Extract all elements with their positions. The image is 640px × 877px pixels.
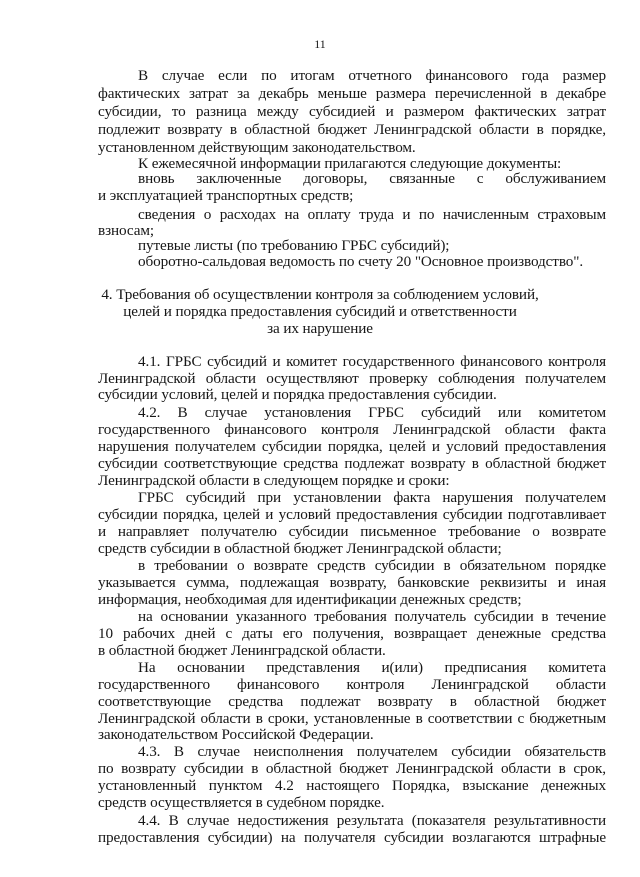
text-line: На основании представления и(или) предписания комитета: [138, 659, 606, 676]
text-line: соответствующие средства подлежат возврату в областной бюджет: [98, 693, 606, 710]
text-line: В случае если по итогам отчетного финансового года размер: [138, 67, 606, 84]
text-line: субсидии, то разница между субсидией и размером фактических затрат: [98, 103, 606, 120]
text-line: средств субсидии в областной бюджет Ленинградской области;: [98, 540, 502, 557]
text-line: фактических затрат за декабрь меньше размера перечисленной в декабре: [98, 85, 606, 102]
text-line: на основании указанного требования получатель субсидии в течение: [138, 608, 606, 625]
section-heading: целей и порядка предоставления субсидий и ответственности: [123, 303, 517, 320]
text-line: сведения о расходах на оплату труда и по начисленным страховым: [138, 206, 606, 223]
text-line: нарушения получателем субсидии порядка, целей и условий предоставления: [98, 438, 606, 455]
text-line: путевые листы (по требованию ГРБС субсидий);: [138, 237, 450, 254]
text-line: субсидии порядка, целей и условий предоставления субсидии подготавливает: [98, 506, 606, 523]
text-line: в требовании о возврате средств субсидии в обязательном порядке: [138, 557, 606, 574]
text-line: Ленинградской области в сроки, установленные в соответствии с бюджетным: [98, 710, 606, 727]
text-line: субсидии соответствующие средства подлежат возврату в областной бюджет: [98, 455, 606, 472]
text-line: государственного финансового контроля Ленинградской области: [98, 676, 606, 693]
text-line: средств осуществляется в судебном порядке.: [98, 794, 385, 811]
text-line: государственного финансового контроля Ленинградской области факта: [98, 421, 606, 438]
text-line: 4.1. ГРБС субсидий и комитет государственного финансового контроля: [138, 353, 606, 370]
text-line: по возврату субсидии в областной бюджет Ленинградской области в срок,: [98, 760, 606, 777]
page-number: 11: [314, 37, 326, 51]
text-line: предоставления субсидии) на получателя субсидии возлагаются штрафные: [98, 829, 606, 846]
text-line: субсидии условий, целей и порядка предоставления субсидии.: [98, 386, 497, 403]
text-line: 4.4. В случае недостижения результата (показателя результативности: [138, 812, 606, 829]
section-heading: 4. Требования об осуществлении контроля за соблюдением условий,: [101, 286, 539, 303]
text-line: 4.2. В случае установления ГРБС субсидий или комитетом: [138, 404, 606, 421]
text-line: вновь заключенные договоры, связанные с обслуживанием: [138, 170, 606, 187]
text-line: и направляет получателю субсидии письменное требование о возврате: [98, 523, 606, 540]
text-line: Ленинградской области осуществляют проверку соблюдения получателем: [98, 370, 606, 387]
text-line: законодательством Российской Федерации.: [98, 726, 374, 743]
text-line: информация, необходимая для идентификации денежных средств;: [98, 591, 522, 608]
text-line: указывается сумма, подлежащая возврату, банковские реквизиты и иная: [98, 574, 606, 591]
text-line: 4.3. В случае неисполнения получателем субсидии обязательств: [138, 743, 606, 760]
text-line: установленном действующим законодательством.: [98, 139, 416, 156]
text-line: 10 рабочих дней с даты его получения, возвращает денежные средства: [98, 625, 606, 642]
text-line: подлежит возврату в областной бюджет Ленинградской области в порядке,: [98, 121, 606, 138]
text-line: установленный пунктом 4.2 настоящего Порядка, взыскание денежных: [98, 777, 606, 794]
text-line: в областной бюджет Ленинградской области.: [98, 642, 386, 659]
section-heading: за их нарушение: [267, 320, 373, 337]
text-line: и эксплуатацией транспортных средств;: [98, 187, 354, 204]
text-line: взносам;: [98, 222, 154, 239]
text-line: ГРБС субсидий при установлении факта нарушения получателем: [138, 489, 606, 506]
text-line: Ленинградской области в следующем порядке и сроки:: [98, 472, 450, 489]
text-line: оборотно-сальдовая ведомость по счету 20 "Основное производство".: [138, 253, 584, 270]
text-line: К ежемесячной информации прилагаются следующие документы:: [138, 155, 562, 172]
